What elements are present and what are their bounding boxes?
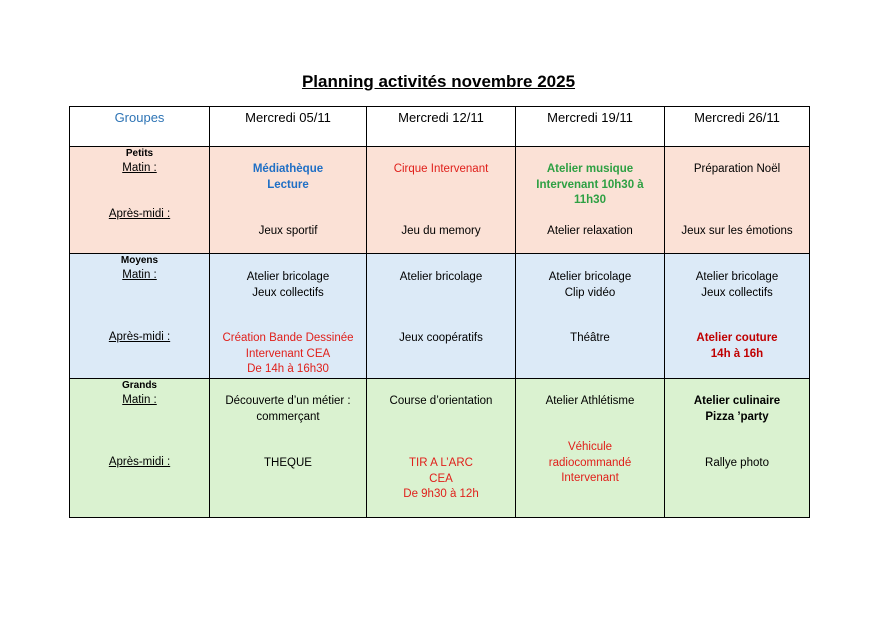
activity-apres-midi: Création Bande Dessinée Intervenant CEA De 14h à 16h30: [222, 332, 354, 375]
page-title: Planning activités novembre 2025: [301, 72, 576, 91]
group-cell-moyens: [70, 254, 210, 379]
matin-label: Matin :: [122, 394, 157, 406]
group-name: Petits: [125, 148, 154, 159]
header-date-2: Mercredi 12/11: [367, 107, 516, 147]
activity-cell: [210, 379, 367, 518]
activity-matin: Atelier bricolage Jeux collectifs: [246, 271, 330, 299]
header-row: [70, 107, 810, 147]
activity-matin: Atelier culinaire Pizza ’party: [693, 395, 781, 423]
activity-matin: Découverte d’un métier : commerçant: [225, 395, 351, 423]
activity-matin: Atelier musique Intervenant 10h30 à 11h30: [536, 163, 644, 206]
activity-matin: Atelier Athlétisme: [545, 395, 635, 407]
activity-apres-midi: Atelier couture 14h à 16h: [696, 332, 778, 360]
activity-apres-midi: Théâtre: [570, 332, 610, 344]
activity-matin: Atelier bricolage: [399, 271, 483, 283]
apres-midi-label: Après-midi :: [108, 208, 171, 220]
activity-matin: Atelier bricolage Clip vidéo: [548, 271, 632, 299]
activity-cell: [367, 379, 516, 518]
activity-cell: [210, 254, 367, 379]
group-name: Moyens: [120, 255, 159, 266]
activity-matin: Médiathèque Lecture: [252, 163, 324, 191]
header-date-3: Mercredi 19/11: [516, 107, 665, 147]
apres-midi-label: Après-midi :: [108, 331, 171, 343]
activity-matin: Course d’orientation: [389, 395, 493, 407]
activity-cell: [665, 147, 810, 254]
activity-cell: [367, 147, 516, 254]
activity-cell: [516, 254, 665, 379]
row-petits: [70, 147, 810, 254]
activity-cell: [367, 254, 516, 379]
activity-cell: [516, 379, 665, 518]
matin-label: Matin :: [122, 162, 157, 174]
activity-apres-midi: Jeux sportif: [258, 225, 318, 237]
activity-cell: [665, 254, 810, 379]
matin-label: Matin :: [122, 269, 157, 281]
group-cell-grands: [70, 379, 210, 518]
activity-apres-midi: Véhicule radiocommandé Intervenant: [548, 441, 632, 484]
row-moyens: [70, 254, 810, 379]
header-groups: Groupes: [70, 107, 210, 147]
activity-cell: [665, 379, 810, 518]
activity-apres-midi: TIR A L’ARC CEA De 9h30 à 12h: [403, 457, 479, 500]
activity-apres-midi: Atelier relaxation: [547, 225, 633, 237]
activity-apres-midi: Rallye photo: [705, 457, 769, 469]
activity-matin: Atelier bricolage Jeux collectifs: [695, 271, 779, 299]
group-cell-petits: [70, 147, 210, 254]
header-date-4: Mercredi 26/11: [665, 107, 810, 147]
activity-matin: Préparation Noël: [693, 163, 781, 175]
activity-apres-midi: Jeu du memory: [401, 225, 481, 237]
header-date-1: Mercredi 05/11: [210, 107, 367, 147]
activity-matin: Cirque Intervenant: [393, 163, 489, 175]
activity-cell: [210, 147, 367, 254]
group-name: Grands: [121, 380, 157, 391]
activity-apres-midi: THEQUE: [264, 457, 312, 469]
planning-table: [69, 106, 810, 518]
activity-apres-midi: Jeux coopératifs: [399, 332, 483, 344]
activity-apres-midi: Jeux sur les émotions: [681, 225, 793, 237]
activity-cell: [516, 147, 665, 254]
apres-midi-label: Après-midi :: [108, 456, 171, 468]
row-grands: [70, 379, 810, 518]
